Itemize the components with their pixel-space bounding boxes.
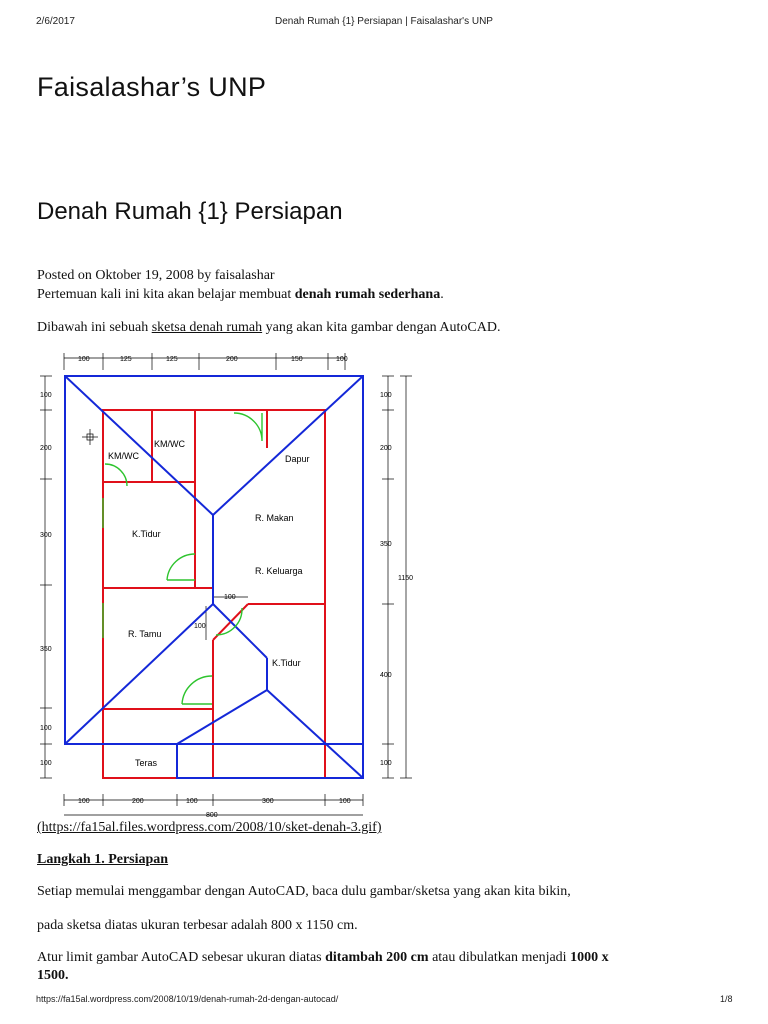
site-title[interactable]: Faisalashar’s UNP (37, 72, 267, 102)
step-heading-text: Langkah 1. Persiapan (37, 852, 169, 867)
paragraph-intro (37, 286, 444, 304)
dim-right-total: 1150 (398, 575, 414, 582)
room-kmwc-2: KM/WC (108, 451, 139, 461)
dim-left-4: 350 (40, 646, 52, 653)
paragraph-step-2: pada sketsa diatas ukuran terbesar adalah 800 x 1150 cm. (37, 918, 358, 933)
sketch-text: Dibawah ini sebuah (37, 320, 152, 335)
dim-bottom-4: 300 (262, 798, 274, 805)
image-source (37, 819, 381, 837)
dim-right-1: 100 (380, 392, 392, 399)
dim-bottom-1: 100 (78, 798, 90, 805)
limit-bold-3: 1500. (37, 968, 69, 983)
by-label: by (197, 268, 212, 283)
room-rtamu: R. Tamu (128, 629, 162, 639)
print-title: Denah Rumah {1} Persiapan | Faisalashar's UNP (275, 16, 493, 27)
dim-top-1: 100 (78, 356, 90, 363)
floor-plan-sketch[interactable] (36, 348, 426, 820)
dim-left-3: 300 (40, 532, 52, 539)
room-ktidur-1: K.Tidur (132, 529, 161, 539)
room-rkeluarga: R. Keluarga (255, 566, 303, 576)
limit-text: Atur limit gambar AutoCAD sebesar ukuran diatas (37, 950, 326, 965)
dim-left-5: 100 (40, 725, 52, 732)
dim-bottom-3: 100 (186, 798, 198, 805)
dim-left-2: 200 (40, 445, 52, 452)
image-source-link[interactable]: (https://fa15al.files.wordpress.com/2008/10/sket-denah-3.gif) (37, 820, 382, 835)
dim-top-5: 150 (291, 356, 303, 363)
print-page-number: 1/8 (720, 994, 733, 1004)
dim-inner-h: 100 (224, 594, 236, 601)
step-heading (37, 851, 168, 869)
paragraph-sketch (37, 319, 500, 337)
dim-top-3: 125 (166, 356, 178, 363)
room-rmakan: R. Makan (255, 513, 294, 523)
author-link[interactable]: faisalashar (214, 268, 275, 283)
limit-bold-2: 1000 x (570, 950, 609, 965)
dim-right-5: 100 (380, 760, 392, 767)
dim-bottom-5: 100 (339, 798, 351, 805)
post-meta (37, 267, 275, 285)
paragraph-step-3 (37, 949, 609, 967)
post-title: Denah Rumah {1} Persiapan (37, 198, 343, 225)
paragraph-step-3-cont (37, 967, 69, 985)
dim-right-2: 200 (380, 445, 392, 452)
room-ktidur-2: K.Tidur (272, 658, 301, 668)
intro-suffix: . (440, 287, 444, 302)
dim-top-4: 200 (226, 356, 238, 363)
post-date-link[interactable]: Oktober 19, 2008 (95, 268, 194, 283)
intro-text: Pertemuan kali ini kita akan belajar membuat (37, 287, 295, 302)
room-dapur: Dapur (285, 454, 310, 464)
print-footer-url: https://fa15al.wordpress.com/2008/10/19/denah-rumah-2d-dengan-autocad/ (36, 994, 339, 1004)
paragraph-step-1: Setiap memulai menggambar dengan AutoCAD, baca dulu gambar/sketsa yang akan kita bikin, (37, 884, 571, 899)
dim-inner-v: 100 (194, 623, 206, 630)
room-kmwc-1: KM/WC (154, 439, 185, 449)
dim-bottom-2: 200 (132, 798, 144, 805)
limit-middle: atau dibulatkan menjadi (428, 950, 571, 965)
print-date: 2/6/2017 (36, 16, 75, 27)
dim-left-6: 100 (40, 760, 52, 767)
dim-top-6: 100 (336, 356, 348, 363)
dim-top-2: 125 (120, 356, 132, 363)
sketch-suffix: yang akan kita gambar dengan AutoCAD. (262, 320, 501, 335)
intro-bold: denah rumah sederhana (294, 287, 441, 302)
room-teras: Teras (135, 758, 158, 768)
posted-on-label: Posted on (37, 268, 92, 283)
dim-left-1: 100 (40, 392, 52, 399)
dim-right-3: 350 (380, 541, 392, 548)
sketch-link[interactable]: sketsa denah rumah (151, 320, 263, 335)
dim-bottom-total: 800 (206, 812, 218, 819)
limit-bold-1: ditambah 200 cm (325, 950, 429, 965)
dim-right-4: 400 (380, 672, 392, 679)
